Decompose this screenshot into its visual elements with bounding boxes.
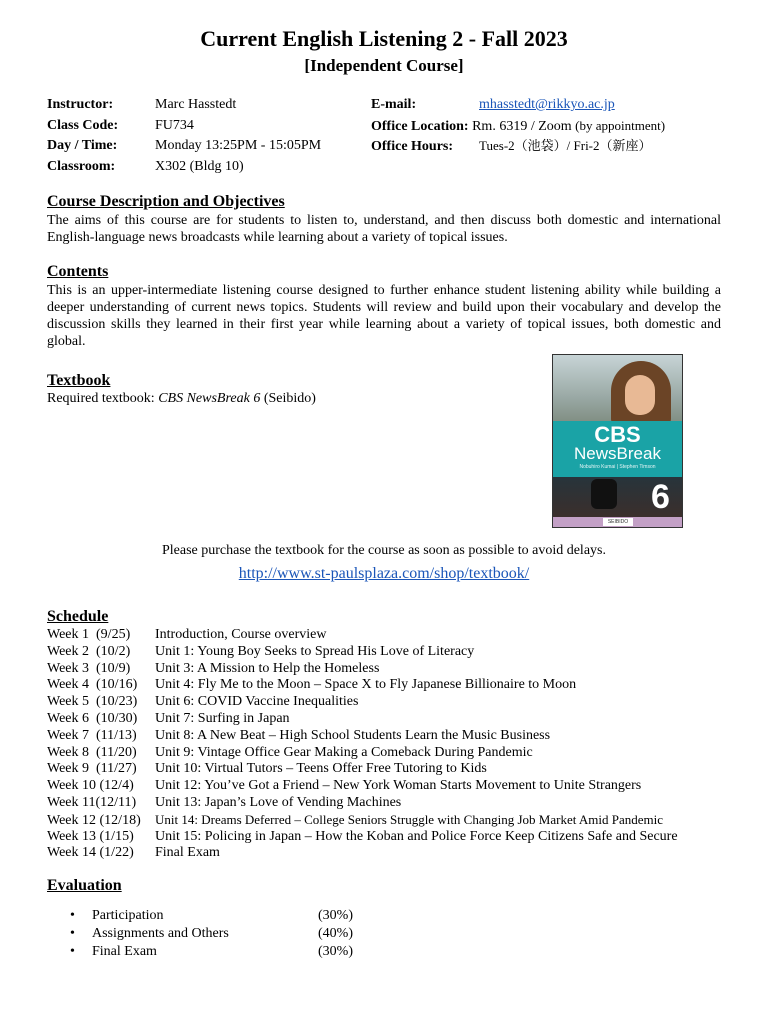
- instructor-label: Instructor: [47, 97, 109, 112]
- cover-publisher-mark: SEIBIDO: [603, 518, 633, 526]
- schedule-week: Week 2 (10/2): [47, 643, 131, 659]
- class-code-value: FU734: [155, 117, 194, 133]
- schedule-week: Week 1 (9/25): [47, 627, 131, 642]
- cover-authors: Nobuhiro Kumai | Stephen Timson: [579, 464, 656, 470]
- textbook-publisher: (Seibido): [260, 391, 316, 406]
- schedule-week: Week 14 (1/22): [47, 845, 134, 861]
- evaluation-label: Assignments and Others: [92, 926, 229, 941]
- schedule-week: Week 13 (1/15): [47, 828, 134, 844]
- bullet-icon: •: [70, 944, 75, 959]
- course-subtitle: [Independent Course]: [304, 56, 464, 75]
- schedule-row: [47, 644, 678, 661]
- office-location-row: Office Location: Rm. 6319 / Zoom (by appointment): [371, 116, 665, 137]
- schedule-topic: Unit 13: Japan’s Love of Vending Machines: [155, 794, 402, 810]
- description-text: The aims of this course are for students to listen to, understand, and then discuss both domestic and international English-language news broadcasts while learning about a variety of topical issues.: [47, 213, 721, 245]
- day-time-value: Monday 13:25PM - 15:05PM: [155, 138, 322, 153]
- schedule-row: [47, 711, 678, 728]
- cover-title-newsbreak: NewsBreak: [574, 444, 661, 463]
- schedule-topic: Unit 4: Fly Me to the Moon – Space X to Fly Japanese Billionaire to Moon: [155, 677, 577, 693]
- schedule-row: [47, 795, 678, 812]
- schedule-row: [47, 745, 678, 762]
- schedule-week: Week 9 (11/27): [47, 761, 137, 777]
- instructor-row: Instructor: Marc Hasstedt: [47, 95, 321, 116]
- schedule-topic: Introduction, Course overview: [155, 627, 327, 642]
- schedule-row: [47, 627, 678, 644]
- purchase-note: Please purchase the textbook for the course as soon as possible to avoid delays.: [161, 543, 606, 558]
- evaluation-item: [70, 925, 353, 943]
- info-right: [371, 95, 665, 157]
- evaluation-percent: (30%): [318, 944, 353, 959]
- bullet-icon: •: [70, 926, 75, 941]
- schedule-topic: Unit 3: A Mission to Help the Homeless: [155, 660, 380, 676]
- schedule-topic: Unit 10: Virtual Tutors – Teens Offer Free Tutoring to Kids: [155, 761, 487, 777]
- course-title: Current English Listening 2 - Fall 2023: [200, 26, 568, 51]
- evaluation-item: [70, 943, 353, 961]
- schedule-week: Week 4 (10/16): [47, 677, 138, 693]
- schedule-topic: Unit 6: COVID Vaccine Inequalities: [155, 694, 359, 710]
- instructor-value: Marc Hasstedt: [155, 97, 237, 112]
- info-left: [47, 95, 321, 177]
- office-hours-value: Tues-2（池袋）/ Fri-2（新座）: [479, 138, 652, 153]
- schedule-row: [47, 761, 678, 778]
- textbook-title: CBS NewsBreak 6: [158, 391, 261, 406]
- evaluation-list: [70, 907, 353, 961]
- schedule-list: [47, 627, 678, 862]
- schedule-row: [47, 728, 678, 745]
- textbook-shop-link[interactable]: http://www.st-paulsplaza.com/shop/textbook/: [238, 565, 530, 582]
- classroom-value: X302 (Bldg 10): [155, 158, 244, 174]
- evaluation-label: Final Exam: [92, 944, 157, 959]
- schedule-topic: Unit 8: A New Beat – High School Students Learn the Music Business: [155, 727, 551, 743]
- contents-text: This is an upper-intermediate listening course designed to further enhance student listening ability while building a deeper understanding of current news topics. Students will review and build upon their vocabulary and develop the discussion skills they learned in their first year while learning about a variety of topical issues, both domestic and global.: [47, 283, 721, 349]
- schedule-topic: Final Exam: [155, 845, 220, 861]
- schedule-row: [47, 694, 678, 711]
- textbook-cover-image: [552, 354, 683, 528]
- evaluation-percent: (40%): [318, 926, 353, 941]
- office-location-value: Rm. 6319 / Zoom: [472, 118, 572, 134]
- schedule-week: Week 8 (11/20): [47, 744, 137, 760]
- schedule-week: Week 6 (10/30): [47, 710, 138, 726]
- office-location-label: Office Location: [371, 118, 464, 134]
- schedule-row: [47, 677, 678, 694]
- schedule-week: Week 12 (12/18): [47, 812, 141, 828]
- email-row: E-mail: mhasstedt@rikkyo.ac.jp: [371, 95, 665, 116]
- evaluation-item: [70, 907, 353, 925]
- schedule-week: Week 5 (10/23): [47, 694, 138, 710]
- office-hours-row: Office Hours: Tues-2（池袋）/ Fri-2（新座）: [371, 136, 665, 157]
- cover-volume-number: 6: [651, 478, 670, 516]
- email-label: E-mail: [371, 97, 412, 112]
- class-code-label: Class Code: [47, 117, 114, 133]
- evaluation-heading: Evaluation: [47, 877, 122, 894]
- classroom-row: Classroom: X302 (Bldg 10): [47, 157, 321, 178]
- cover-title-cbs: CBS: [594, 422, 641, 447]
- schedule-topic: Unit 1: Young Boy Seeks to Spread His Love of Literacy: [155, 643, 475, 659]
- contents-heading: Contents: [47, 263, 109, 280]
- schedule-topic: Unit 14: Dreams Deferred – College Seniors Struggle with Changing Job Market Amid Pandemic: [155, 811, 663, 827]
- schedule-row: [47, 812, 678, 829]
- evaluation-percent: (30%): [318, 908, 353, 923]
- schedule-heading: Schedule: [47, 608, 109, 625]
- schedule-row: [47, 845, 678, 862]
- classroom-label: Classroom: [47, 158, 111, 174]
- schedule-row: [47, 778, 678, 795]
- microphone-icon: [591, 479, 617, 509]
- schedule-week: Week 11(12/11): [47, 794, 137, 810]
- textbook-line: [47, 390, 316, 407]
- day-time-label: Day / Time: [47, 138, 113, 153]
- description-heading: Course Description and Objectives: [47, 193, 285, 210]
- schedule-topic: Unit 15: Policing in Japan – How the Koban and Police Force Keep Citizens Safe and Secure: [155, 828, 678, 844]
- schedule-topic: Unit 9: Vintage Office Gear Making a Comeback During Pandemic: [155, 744, 533, 760]
- schedule-week: Week 3 (10/9): [47, 660, 131, 676]
- office-location-note: (by appointment): [575, 117, 666, 133]
- bullet-icon: •: [70, 908, 75, 923]
- schedule-row: [47, 829, 678, 846]
- class-code-row: Class Code: FU734: [47, 116, 321, 137]
- schedule-topic: Unit 7: Surfing in Japan: [155, 710, 290, 726]
- schedule-topic: Unit 12: You’ve Got a Friend – New York Woman Starts Movement to Unite Strangers: [155, 778, 642, 794]
- schedule-week: Week 7 (11/13): [47, 727, 137, 743]
- schedule-week: Week 10 (12/4): [47, 778, 134, 794]
- office-hours-label: Office Hours: [371, 139, 449, 154]
- email-link[interactable]: mhasstedt@rikkyo.ac.jp: [479, 97, 615, 112]
- evaluation-label: Participation: [92, 908, 164, 923]
- textbook-prefix: Required textbook:: [47, 391, 159, 406]
- textbook-heading: Textbook: [47, 372, 111, 389]
- schedule-row: [47, 661, 678, 678]
- day-time-row: Day / Time: Monday 13:25PM - 15:05PM: [47, 136, 321, 157]
